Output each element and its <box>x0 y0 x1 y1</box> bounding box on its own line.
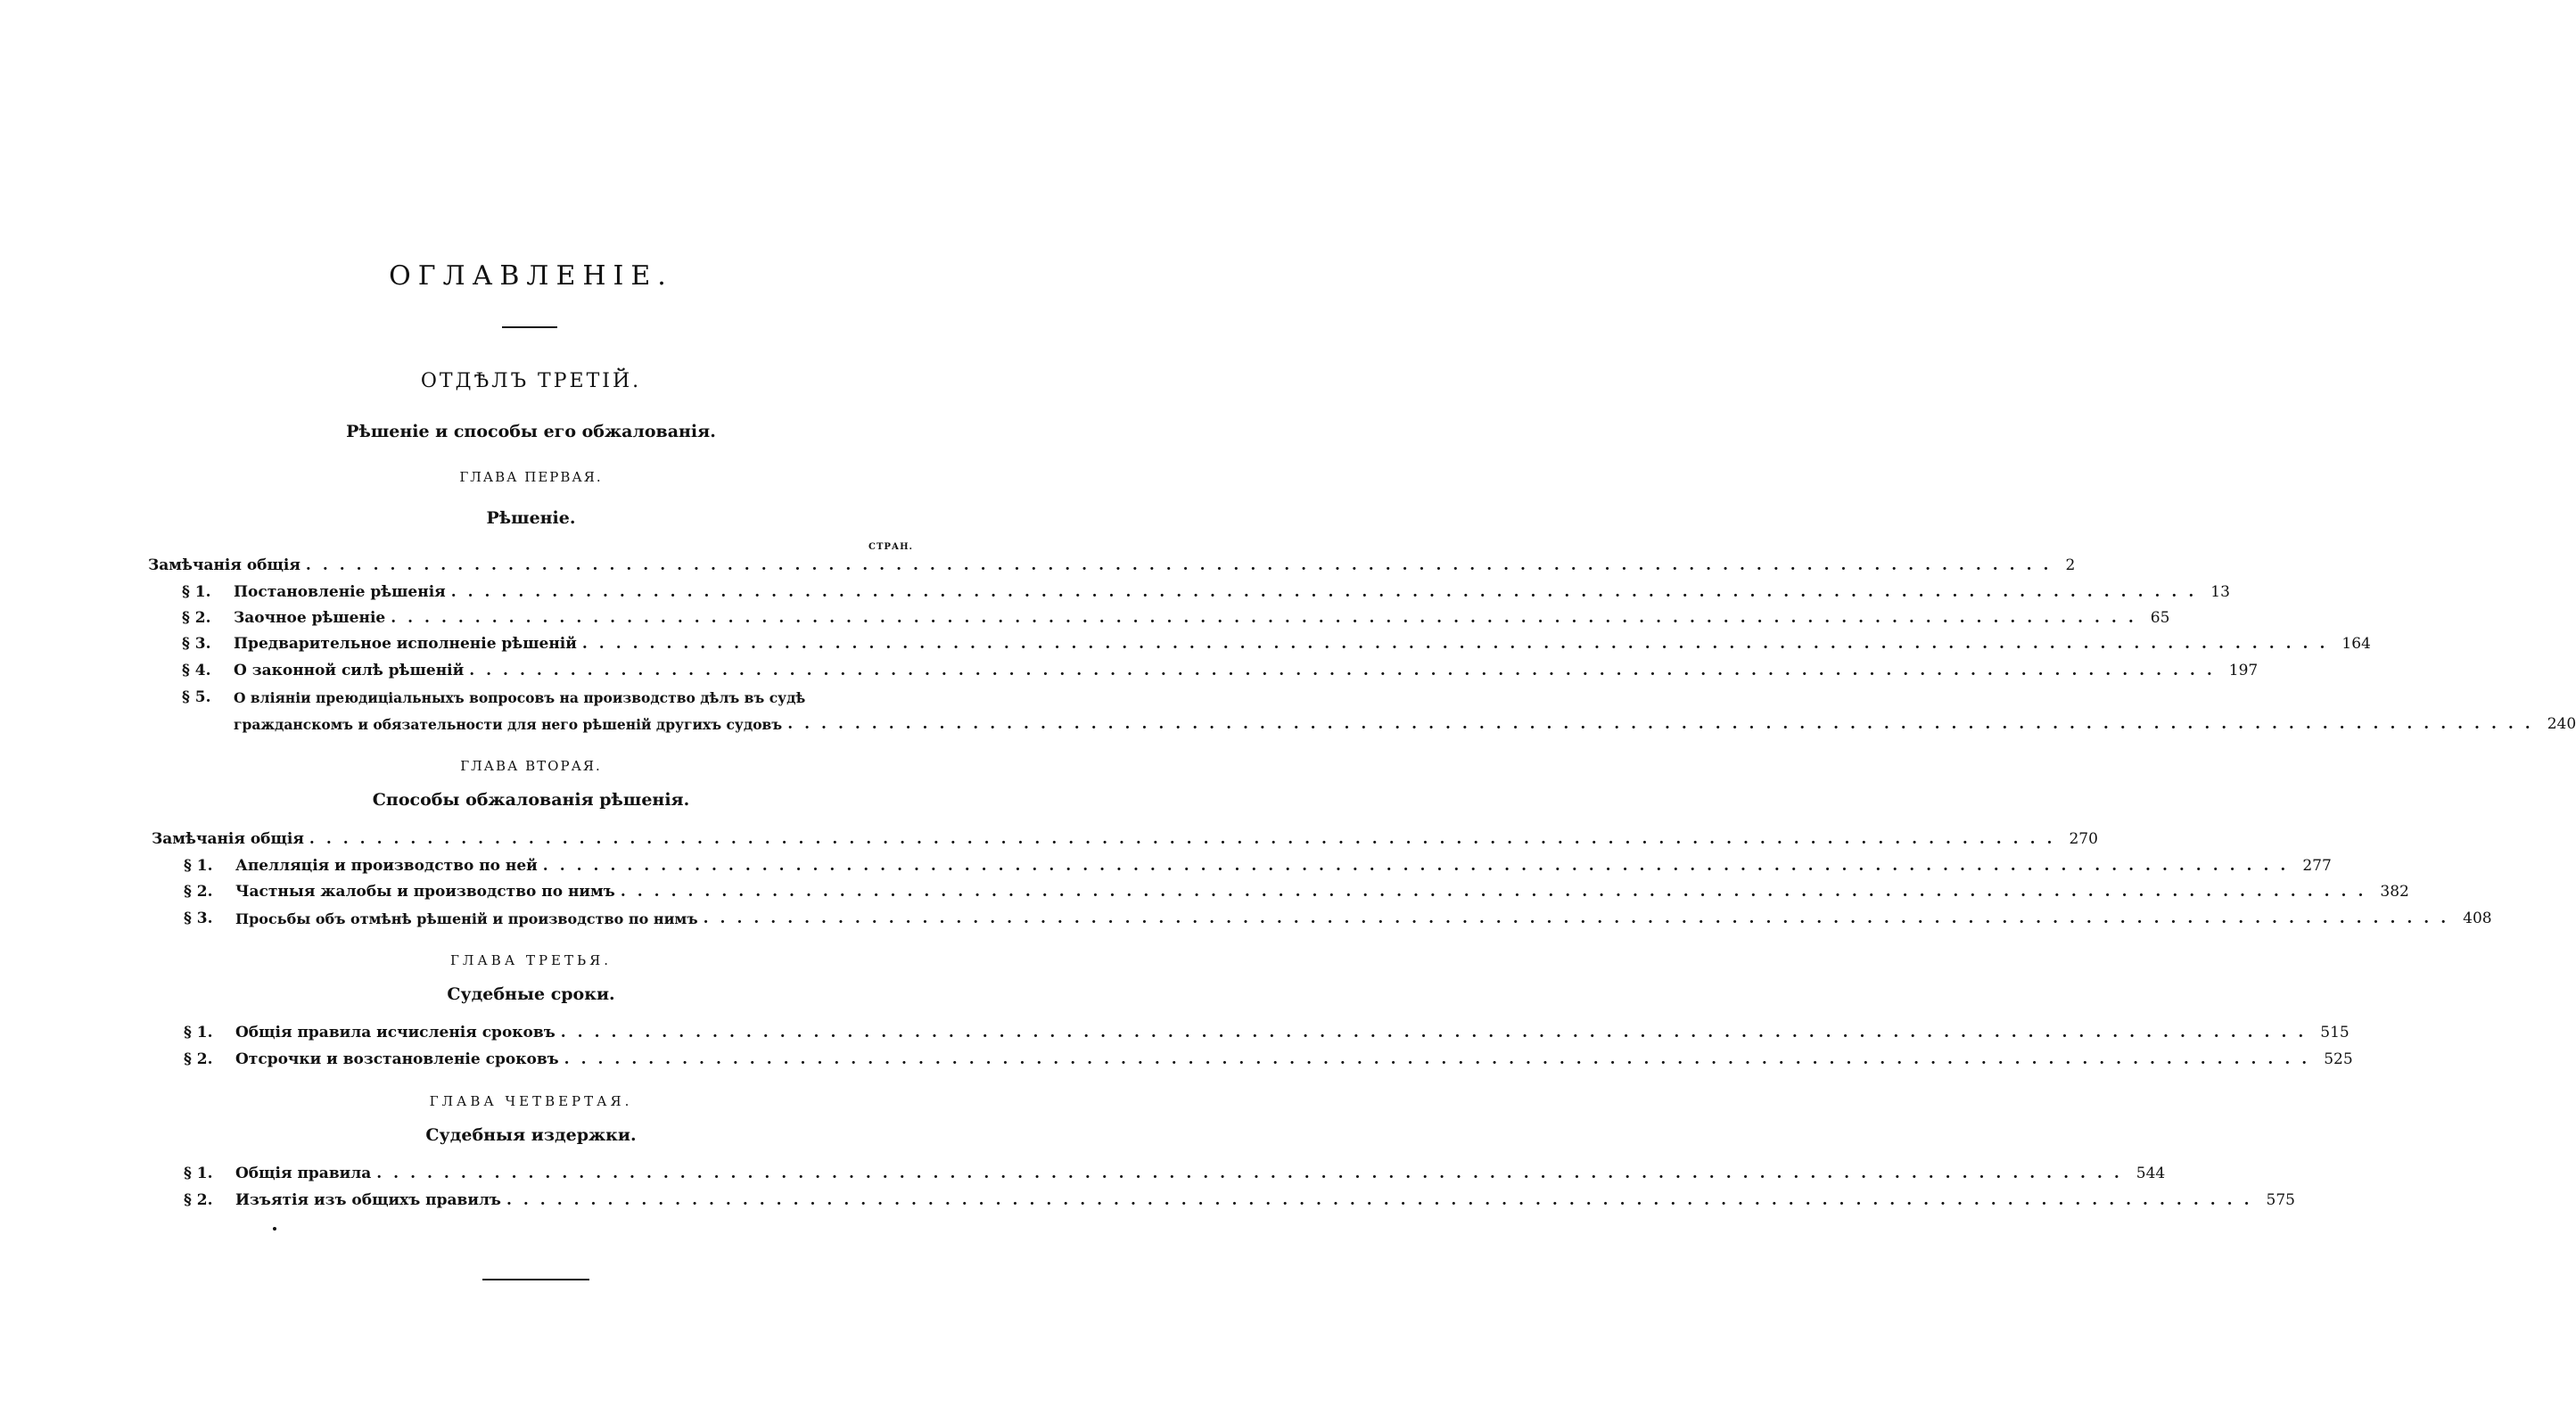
closing-divider <box>482 1279 589 1280</box>
toc-entry-page: 270 <box>2069 830 2098 848</box>
toc-entry-section: § 3. <box>182 635 211 653</box>
toc-entry-text: Предварительное исполненіе рѣшеній <box>234 635 577 653</box>
leader-dots: ........................................................................................................ <box>506 1191 2261 1209</box>
toc-entry-text: гражданскомъ и обязательности для него рѣшеній другихъ судовъ <box>234 716 783 733</box>
toc-entry-page: 382 <box>2380 883 2409 901</box>
toc-entry-section: § 2. <box>182 609 211 627</box>
toc-entry[interactable] <box>182 578 2230 601</box>
toc-entry[interactable] <box>184 877 2409 901</box>
toc-entry-text: О законной силѣ рѣшеній <box>234 662 465 679</box>
toc-entry[interactable] <box>148 551 2076 574</box>
leader-dots: ........................................................................................................ <box>703 910 2458 927</box>
leader-dots: ........................................................................................................ <box>560 1024 2316 1041</box>
chapter-3-title: Судебные сроки. <box>447 984 615 1004</box>
chapter-2-label: ГЛАВА ВТОРАЯ. <box>460 758 602 774</box>
toc-entry-text: Апелляція и производство по ней <box>235 857 538 875</box>
page-title: ОГЛАВЛЕНІЕ. <box>389 260 673 292</box>
chapter-4-title: Судебныя издержки. <box>425 1125 637 1145</box>
leader-dots: ........................................................................................................ <box>305 556 2061 574</box>
chapter-3-label: ГЛАВА ТРЕТЬЯ. <box>449 952 612 968</box>
chapter-4-label: ГЛАВА ЧЕТВЕРТАЯ. <box>429 1093 633 1109</box>
toc-entry-text: Просьбы объ отмѣнѣ рѣшеній и производство по нимъ <box>235 910 698 927</box>
toc-entry-page: 575 <box>2266 1191 2295 1209</box>
toc-entry-page: 65 <box>2150 609 2170 627</box>
toc-entry-text: Отсрочки и возстановленіе сроковъ <box>235 1050 559 1068</box>
chapter-2-title: Способы обжалованія рѣшенія. <box>372 790 690 810</box>
toc-entry-page: 408 <box>2463 910 2492 927</box>
leader-dots: ........................................................................................................ <box>309 830 2064 848</box>
section-label: ОТДѢЛЪ ТРЕТІЙ. <box>420 370 642 392</box>
toc-entry[interactable] <box>182 683 899 706</box>
toc-entry-text: Общія правила исчисленія сроковъ <box>235 1024 556 1041</box>
toc-entry-text: Заочное рѣшеніе <box>234 609 386 627</box>
toc-entry-page: 515 <box>2320 1024 2350 1041</box>
toc-entry-section: § 1. <box>184 1165 213 1182</box>
chapter-1-label: ГЛАВА ПЕРВАЯ. <box>459 469 603 485</box>
toc-entry-text: Общія правила <box>235 1165 372 1182</box>
toc-entry[interactable] <box>184 852 2332 875</box>
toc-entry-page: 240 <box>2547 715 2576 733</box>
toc-entry[interactable] <box>184 1186 2295 1209</box>
toc-entry[interactable] <box>184 1159 2166 1182</box>
leader-dots: ........................................................................................................ <box>469 662 2224 679</box>
leader-dots: ........................................................................................................ <box>542 857 2298 875</box>
toc-entry-section: § 2. <box>184 1191 213 1209</box>
leader-dots: ........................................................................................................ <box>787 715 2542 733</box>
toc-entry-section: § 1. <box>184 1024 213 1041</box>
toc-entry-section: § 2. <box>184 883 213 901</box>
toc-entry-page: 525 <box>2324 1050 2353 1068</box>
toc-entry-section: § 1. <box>184 857 213 875</box>
leader-dots: ........................................................................................................ <box>391 609 2145 627</box>
leader-dots: ........................................................................................................ <box>581 635 2337 653</box>
leader-dots: ........................................................................................................ <box>450 583 2206 601</box>
section-subtitle: Рѣшеніе и способы его обжалованія. <box>346 422 716 441</box>
toc-entry-text: Замѣчанія общія <box>152 830 304 848</box>
toc-entry-text: О вліяніи преюдиціальныхъ вопросовъ на производство дѣлъ въ судѣ <box>234 689 806 706</box>
toc-entry-section: § 5. <box>182 688 211 706</box>
title-divider <box>502 326 557 328</box>
toc-entry-section: § 1. <box>182 583 211 601</box>
toc-entry-page: 277 <box>2302 857 2332 875</box>
toc-entry-page: 544 <box>2136 1165 2166 1182</box>
toc-entry-page: 13 <box>2210 583 2230 601</box>
toc-entry[interactable] <box>152 825 2098 848</box>
toc-entry-section: § 3. <box>184 910 213 927</box>
toc-entry-section: § 4. <box>182 662 211 679</box>
toc-entry-continuation[interactable] <box>234 710 2576 733</box>
toc-entry-text: Замѣчанія общія <box>148 556 300 574</box>
toc-entry-text: Изъятія изъ общихъ правилъ <box>235 1191 501 1209</box>
leader-dots: ........................................................................................................ <box>564 1050 2319 1068</box>
toc-entry[interactable] <box>184 1045 2353 1068</box>
leader-dots: ........................................................................................................ <box>620 883 2375 901</box>
page-column-header: СТРАН. <box>868 542 913 552</box>
toc-entry-page: 197 <box>2228 662 2259 679</box>
toc-entry[interactable] <box>184 904 2492 927</box>
toc-entry-page: 2 <box>2065 556 2076 574</box>
leader-dots: ........................................................................................................ <box>376 1165 2131 1182</box>
toc-entry-section: § 2. <box>184 1050 213 1068</box>
chapter-1-title: Рѣшеніе. <box>486 508 576 528</box>
toc-entry-page: 164 <box>2341 635 2371 653</box>
toc-entry-text: Частныя жалобы и производство по нимъ <box>235 883 615 901</box>
toc-entry[interactable] <box>182 656 2259 679</box>
toc-entry[interactable] <box>182 604 2170 627</box>
stray-ink-mark <box>273 1227 276 1231</box>
toc-entry[interactable] <box>184 1018 2350 1041</box>
toc-entry[interactable] <box>182 630 2371 653</box>
toc-entry-text: Постановленіе рѣшенія <box>234 583 446 601</box>
